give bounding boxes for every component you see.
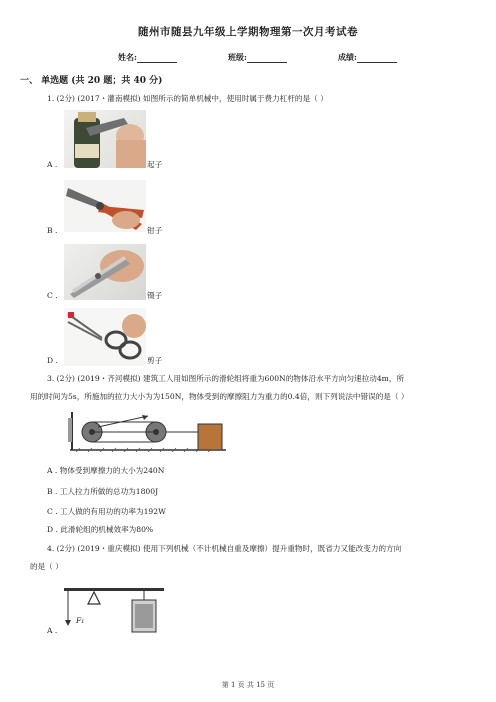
scissors-image xyxy=(64,308,146,366)
q3-option-d[interactable]: D . 此滑轮组的机械效率为80% xyxy=(47,525,154,534)
tweezers-image xyxy=(64,244,146,300)
class-field[interactable] xyxy=(228,52,287,63)
q1-option-a-caption: 起子 xyxy=(147,160,163,169)
section-heading: 一、 单选题 (共 20 题；共 40 分) xyxy=(20,76,163,86)
pliers-image xyxy=(64,180,146,232)
pulley-system-diagram xyxy=(68,410,228,452)
q1-option-b-letter[interactable]: B . xyxy=(47,226,58,235)
question-4-stem-line1: 4. (2分) (2019・重庆模拟) 使用下列机械（不计机械自重及摩擦）提升重物时，既省力又能改变力的方向 xyxy=(47,544,402,553)
q1-option-d-caption: 剪子 xyxy=(147,356,163,365)
q3-option-a[interactable]: A . 物体受到摩擦力的大小为240N xyxy=(47,466,165,475)
name-blank[interactable] xyxy=(137,54,177,63)
q1-option-c-caption: 镊子 xyxy=(147,291,163,300)
question-4-stem-line2: 的是（ ） xyxy=(30,562,63,571)
score-label: 成绩: xyxy=(338,52,357,62)
bottle-opener-image xyxy=(64,110,146,168)
q1-option-a-letter[interactable]: A . xyxy=(47,160,58,169)
page-footer: 第 1 页 共 15 页 xyxy=(221,681,275,689)
class-label: 班级: xyxy=(228,52,247,62)
name-label: 姓名: xyxy=(118,52,137,62)
q4-option-a-letter[interactable]: A . xyxy=(47,626,58,635)
class-blank[interactable] xyxy=(247,54,287,63)
score-blank[interactable] xyxy=(357,54,397,63)
question-3-stem-line1: 3. (2分) (2019・齐河模拟) 建筑工人用如图所示的滑轮组将重为600N的物体沿水平方向匀速拉动4m，所 xyxy=(47,374,405,383)
q3-option-b[interactable]: B . 工人拉力所做的总功为1800J xyxy=(47,487,159,496)
q1-option-b-caption: 钳子 xyxy=(147,226,163,235)
page-title: 随州市随县九年级上学期物理第一次月考试卷 xyxy=(138,26,358,38)
lever-diagram xyxy=(64,584,166,644)
q1-option-d-letter[interactable]: D . xyxy=(47,356,58,365)
q3-option-c[interactable]: C . 工人做的有用功的功率为192W xyxy=(47,507,166,516)
force-label: F₁ xyxy=(76,616,85,625)
name-field[interactable] xyxy=(118,52,177,63)
question-1-stem: 1. (2分) (2017・灌南模拟) 如图所示的简单机械中，使用时属于费力杠杆的是（ ） xyxy=(47,94,328,103)
q1-option-c-letter[interactable]: C . xyxy=(47,291,58,300)
question-3-stem-line2: 用的时间为5s，所施加的拉力大小为为150N，物体受到的摩擦阻力为重力的0.4倍，则下列说法中错误的是（ ） xyxy=(30,392,409,401)
score-field[interactable] xyxy=(338,52,397,63)
